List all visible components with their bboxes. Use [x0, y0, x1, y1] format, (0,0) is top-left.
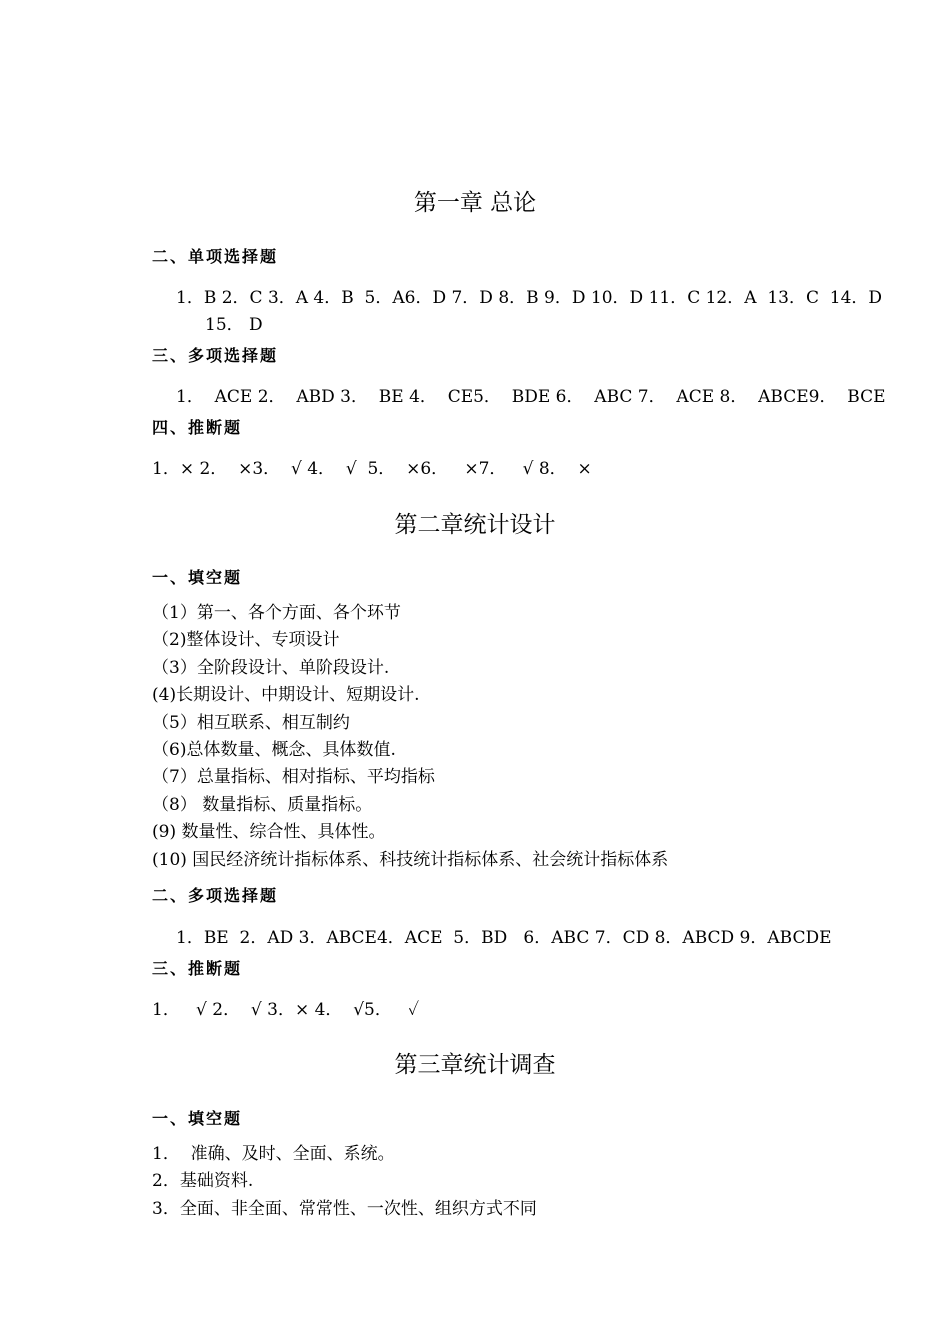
list-item: （1）第一、各个方面、各个环节: [152, 603, 401, 623]
answer-line: 1．BE 2．AD 3．ABCE4．ACE 5．BD 6．ABC 7．CD 8．ABCD 9．ABCDE: [176, 928, 832, 948]
chapter-title: 第三章统计调查: [394, 1052, 556, 1078]
list-item: 2．基础资料.: [152, 1171, 254, 1192]
list-item: (9) 数量性、综合性、具体性。: [152, 822, 386, 843]
chapter-title: 第二章统计设计: [394, 512, 556, 538]
answer-line: 1． ACE 2． ABD 3． BE 4． CE5． BDE 6． ABC 7． ACE 8． ABCE9． BCE: [176, 387, 886, 407]
list-item: (4)长期设计、中期设计、短期设计.: [152, 685, 420, 706]
list-item: （8） 数量指标、质量指标。: [152, 794, 373, 815]
chapter-title: 第一章 总论: [413, 190, 537, 216]
list-item: （3）全阶段设计、单阶段设计.: [152, 657, 390, 678]
answer-line: 1．× 2． ×3． √ 4． √ 5． ×6． ×7． √ 8． ×: [152, 459, 592, 479]
list-item: （7）总量指标、相对指标、平均指标: [152, 767, 435, 788]
section-heading: 三、多项选择题: [152, 346, 279, 365]
section-heading: 二、多项选择题: [152, 886, 279, 905]
list-item: （6)总体数量、概念、具体数值.: [152, 739, 396, 760]
section-heading: 一、填空题: [152, 1109, 243, 1128]
section-heading: 一、填空题: [152, 568, 243, 587]
fill-in-answer-list: [152, 1141, 537, 1223]
list-item: （5）相互联系、相互制约: [152, 712, 350, 733]
list-item: 3．全面、非全面、常常性、一次性、组织方式不同: [152, 1198, 537, 1219]
section-heading: 三、推断题: [152, 959, 243, 978]
section-heading: 四、推断题: [152, 418, 243, 437]
fill-in-answer-list: [152, 600, 668, 874]
list-item: （2)整体设计、专项设计: [152, 630, 340, 651]
list-item: 1． 准确、及时、全面、系统。: [152, 1144, 395, 1164]
list-item: (10) 国民经济统计指标体系、科技统计指标体系、社会统计指标体系: [152, 849, 669, 870]
answer-line: 1．B 2．C 3．A 4．B 5．A6．D 7．D 8．B 9．D 10．D 11．C 12．A 13．C 14．D: [176, 288, 883, 308]
answer-line: 15． D: [205, 315, 263, 335]
section-heading: 二、单项选择题: [152, 247, 279, 266]
answer-line: 1． √ 2． √ 3．× 4． √5． ✓: [152, 1000, 420, 1020]
